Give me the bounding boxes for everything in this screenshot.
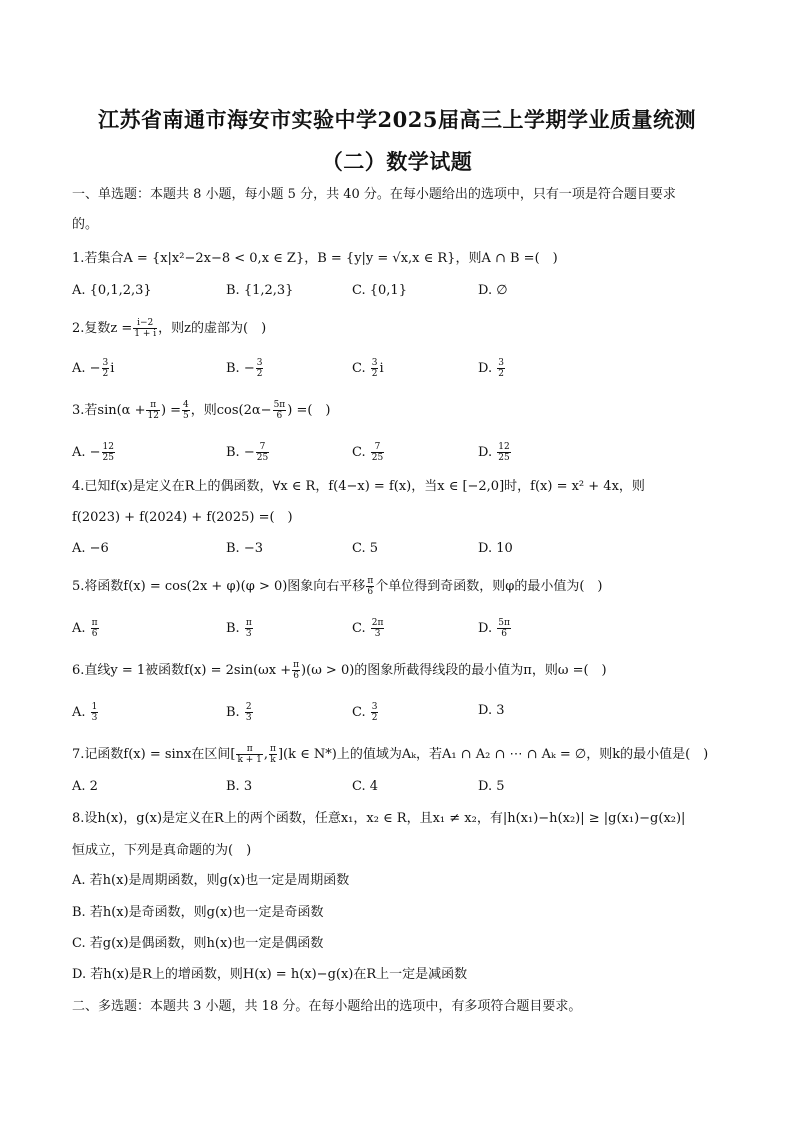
q7-stem-post: ](k ∈ N*)上的值域为Aₖ，若A₁ ∩ A₂ ∩ ⋯ ∩ Aₖ = ∅，则k的最小值是( ) xyxy=(277,747,709,762)
q6-b-den: 3 xyxy=(245,713,252,723)
q7-option-d: D. 5 xyxy=(478,779,505,794)
q6-a-den: 3 xyxy=(91,713,98,723)
q1-option-b: B. {1,2,3} xyxy=(226,283,294,298)
q3-f2-den: 5 xyxy=(183,411,189,421)
q2-frac-den: 1 + i xyxy=(134,329,157,339)
q5-option-a xyxy=(72,618,100,639)
q2-b-frac xyxy=(256,358,264,379)
q6-frac xyxy=(292,660,300,681)
section1-heading: 一、单选题：本题共 8 小题，每小题 5 分，共 40 分。在每小题给出的选项中，只有一项是符合题目要求 xyxy=(72,187,676,202)
q2-stem-post: ，则z的虚部为( ) xyxy=(158,321,267,336)
q8-option-a: A. 若h(x)是周期函数，则g(x)也一定是周期函数 xyxy=(72,873,350,888)
q3-a-pre: A. − xyxy=(72,445,101,460)
q3-c-num: 7 xyxy=(374,442,381,452)
q3-option-a xyxy=(72,442,116,463)
q7-f1-den: k + 1 xyxy=(237,755,262,765)
question-4-stem-cont: f(2023) + f(2024) + f(2025) =( ) xyxy=(72,510,293,525)
q3-b-frac xyxy=(256,442,269,463)
q3-c-den: 25 xyxy=(371,453,384,463)
q7-frac-2 xyxy=(269,744,277,765)
q6-c-frac xyxy=(371,702,379,723)
q3-stem-mid: ) = xyxy=(160,403,182,418)
q3-a-num: 12 xyxy=(102,442,114,452)
q5-c-den: 3 xyxy=(371,628,385,639)
q3-f3-num: 5π xyxy=(273,400,286,410)
q2-c-pre: C. xyxy=(352,361,370,376)
q6-f-den: 6 xyxy=(293,671,299,681)
question-3-stem xyxy=(72,400,330,421)
q3-b-den: 25 xyxy=(256,453,269,463)
q3-d-num: 12 xyxy=(498,442,510,452)
q6-a-frac xyxy=(91,702,99,723)
q5-b-den: 3 xyxy=(245,629,252,639)
q6-a-num: 1 xyxy=(91,702,98,712)
q2-a-num: 3 xyxy=(102,358,109,368)
question-5-stem xyxy=(72,576,602,597)
question-1-stem: 1.若集合A = {x|x²−2x−8 < 0,x ∈ Z}，B = {y|y = √x,x ∈ R}，则A ∩ B =( ) xyxy=(72,251,558,266)
q5-c-num: 2π xyxy=(371,618,384,628)
q2-b-num: 3 xyxy=(256,358,263,368)
q2-c-post: i xyxy=(379,361,384,376)
q5-stem-post: 个单位得到奇函数，则φ的最小值为( ) xyxy=(375,579,603,594)
q6-a-pre: A. xyxy=(72,705,90,720)
q2-a-frac xyxy=(102,358,110,379)
q2-c-den: 2 xyxy=(371,369,378,379)
q6-c-pre: C. xyxy=(352,705,370,720)
q6-stem-pre: 6.直线y = 1被函数f(x) = 2sin(ωx + xyxy=(72,663,292,678)
q3-option-d xyxy=(478,442,512,463)
q2-frac-num: i−2 xyxy=(137,318,154,328)
q6-b-num: 2 xyxy=(245,702,252,712)
q5-option-d xyxy=(478,618,512,639)
q1-option-a: A. {0,1,2,3} xyxy=(72,283,152,298)
q5-c-frac xyxy=(371,618,385,639)
q6-f-num: π xyxy=(293,660,300,670)
q7-stem-mid: , xyxy=(263,747,269,762)
q2-c-frac xyxy=(371,358,379,379)
q1-option-c: C. {0,1} xyxy=(352,283,407,298)
q3-f1-num: π xyxy=(150,400,157,410)
section2-heading: 二、多选题：本题共 3 小题，共 18 分。在每小题给出的选项中，有多项符合题目要求。 xyxy=(72,999,582,1014)
q6-option-b xyxy=(226,702,254,723)
q5-a-pre: A. xyxy=(72,621,90,636)
q2-stem-pre: 2.复数z = xyxy=(72,321,133,336)
q7-stem-pre: 7.记函数f(x) = sinx在区间[ xyxy=(72,747,236,762)
q7-frac-1 xyxy=(236,744,262,765)
q3-f1-den: 12 xyxy=(147,411,159,421)
q6-c-num: 3 xyxy=(371,702,378,712)
q3-option-b xyxy=(226,442,270,463)
q3-c-pre: C. xyxy=(352,445,370,460)
q3-f2-num: 4 xyxy=(183,400,189,410)
q8-option-c: C. 若g(x)是偶函数，则h(x)也一定是偶函数 xyxy=(72,936,324,951)
q7-option-c: C. 4 xyxy=(352,779,379,794)
q3-d-pre: D. xyxy=(478,445,497,460)
q5-a-num: π xyxy=(91,618,98,628)
q2-option-d xyxy=(478,358,506,379)
q4-option-c: C. 5 xyxy=(352,541,379,556)
question-8-stem: 8.设h(x)，g(x)是定义在R上的两个函数，任意x₁，x₂ ∈ R，且x₁ ≠ x₂，有|h(x₁)−h(x₂)| ≥ |g(x₁)−g(x₂)| xyxy=(72,811,686,826)
q3-b-num: 7 xyxy=(259,442,266,452)
q2-d-num: 3 xyxy=(498,358,504,368)
q5-stem-pre: 5.将函数f(x) = cos(2x + φ)(φ > 0)图象向右平移 xyxy=(72,579,366,594)
q2-d-frac xyxy=(497,358,505,379)
q2-option-c xyxy=(352,358,384,379)
q8-option-d: D. 若h(x)是R上的增函数，则H(x) = h(x)−g(x)在R上一定是减函数 xyxy=(72,967,468,982)
q5-d-den: 6 xyxy=(497,628,511,639)
question-4-stem: 4.已知f(x)是定义在R上的偶函数，∀x ∈ R，f(4−x) = f(x)，当x ∈ [−2,0]时，f(x) = x² + 4x，则 xyxy=(72,479,645,494)
q3-frac-3 xyxy=(273,400,287,421)
q7-f1-num: π xyxy=(246,744,253,754)
q5-frac xyxy=(366,576,374,597)
q2-option-a xyxy=(72,358,114,379)
exam-title-line1: 江苏省南通市海安市实验中学2025届高三上学期学业质量统测 xyxy=(98,107,696,132)
q5-b-num: π xyxy=(245,618,252,628)
q2-d-pre: D. xyxy=(478,361,497,376)
q5-d-frac xyxy=(497,618,511,639)
q5-option-b xyxy=(226,618,254,639)
q6-b-pre: B. xyxy=(226,705,244,720)
q3-frac-1 xyxy=(146,400,159,421)
q2-d-den: 2 xyxy=(498,369,504,379)
question-2-stem xyxy=(72,318,266,339)
exam-title-line2: （二）数学试题 xyxy=(321,149,473,174)
q7-f2-num: π xyxy=(270,744,276,754)
question-6-stem xyxy=(72,660,607,681)
q5-f-den: 6 xyxy=(367,587,374,597)
q8-option-b: B. 若h(x)是奇函数，则g(x)也一定是奇函数 xyxy=(72,905,324,920)
q5-a-den: 6 xyxy=(91,629,98,639)
q5-f-num: π xyxy=(367,576,374,586)
q3-a-frac xyxy=(102,442,115,463)
q2-b-den: 2 xyxy=(256,369,263,379)
q3-d-den: 25 xyxy=(498,453,510,463)
q3-stem-pre: 3.若sin(α + xyxy=(72,403,146,418)
q3-option-c xyxy=(352,442,385,463)
q5-b-frac xyxy=(245,618,253,639)
q2-fraction xyxy=(133,318,157,339)
q1-option-d: D. ∅ xyxy=(478,283,508,298)
q4-option-d: D. 10 xyxy=(478,541,513,556)
q5-option-c xyxy=(352,618,385,639)
q7-option-a: A. 2 xyxy=(72,779,98,794)
q7-f2-den: k xyxy=(270,755,276,765)
q3-stem-mid2: ，则cos(2α− xyxy=(190,403,272,418)
q3-a-den: 25 xyxy=(102,453,114,463)
question-7-stem xyxy=(72,744,708,765)
q2-c-num: 3 xyxy=(371,358,378,368)
q2-b-pre: B. − xyxy=(226,361,255,376)
q2-a-den: 2 xyxy=(102,369,109,379)
q3-c-frac xyxy=(371,442,384,463)
q5-a-frac xyxy=(91,618,99,639)
q2-a-post: i xyxy=(110,361,115,376)
q6-option-c xyxy=(352,702,379,723)
q6-stem-post: )(ω > 0)的图象所截得线段的最小值为π，则ω =( ) xyxy=(301,663,607,678)
q5-b-pre: B. xyxy=(226,621,244,636)
q5-c-pre: C. xyxy=(352,621,370,636)
q3-frac-2 xyxy=(182,400,190,421)
q3-f3-den: 6 xyxy=(273,410,287,421)
section1-heading-cont: 的。 xyxy=(72,217,99,232)
q3-b-pre: B. − xyxy=(226,445,255,460)
q6-c-den: 2 xyxy=(371,713,378,723)
q3-d-frac xyxy=(497,442,510,463)
question-8-stem-cont: 恒成立，下列是真命题的为( ) xyxy=(72,843,252,858)
q3-stem-post: ) =( ) xyxy=(287,403,331,418)
q5-d-num: 5π xyxy=(498,618,510,628)
q4-option-a: A. −6 xyxy=(72,541,109,556)
q4-option-b: B. −3 xyxy=(226,541,263,556)
q5-d-pre: D. xyxy=(478,621,497,636)
q2-a-pre: A. − xyxy=(72,361,101,376)
q2-option-b xyxy=(226,358,264,379)
q6-option-a xyxy=(72,702,99,723)
q6-b-frac xyxy=(245,702,253,723)
q6-option-d: D. 3 xyxy=(478,703,505,718)
q7-option-b: B. 3 xyxy=(226,779,253,794)
